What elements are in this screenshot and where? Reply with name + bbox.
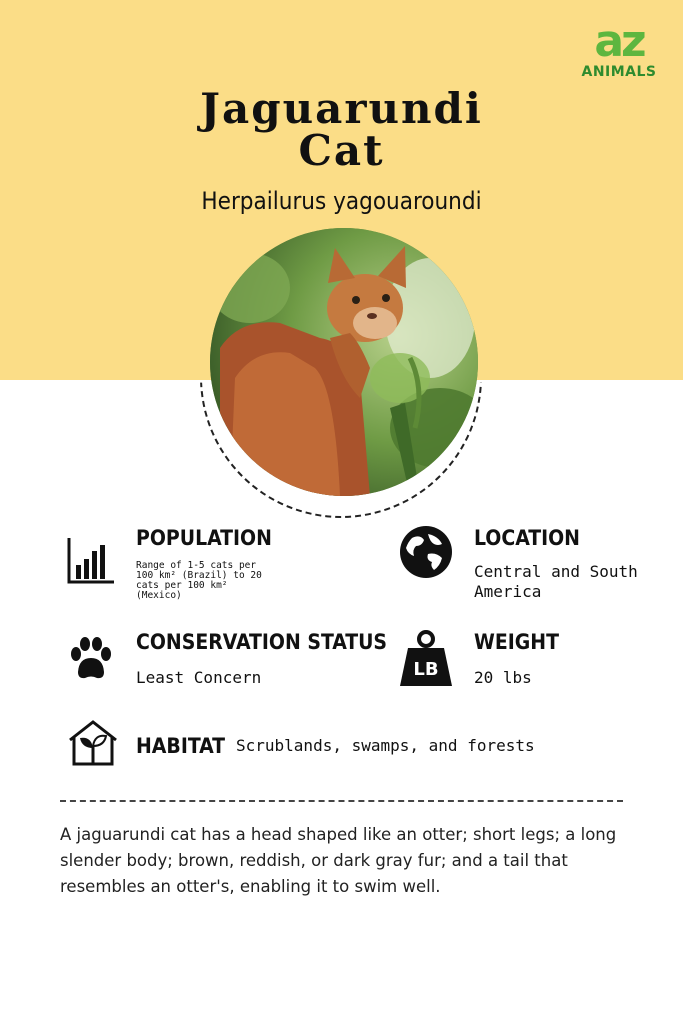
description-text: A jaguarundi cat has a head shaped like an otter; short legs; a long slender body; brown, reddish, or dark gray fur; and a tail that resembles an otter's, enabling it to swim well. <box>60 825 617 896</box>
fact-location <box>398 524 658 604</box>
conservation-status-label: CONSERVATION STATUS <box>136 630 388 654</box>
weight-icon <box>398 630 454 688</box>
paw-icon <box>66 634 116 684</box>
fact-weight <box>398 630 658 690</box>
fact-conservation-status <box>66 630 386 690</box>
logo-mark: az <box>594 16 644 67</box>
weight-label: WEIGHT <box>474 630 559 654</box>
logo-wordmark: ANIMALS <box>581 64 657 80</box>
habitat-label: HABITAT <box>136 734 225 758</box>
title-line-1: Jaguarundi <box>200 84 483 133</box>
fact-population <box>66 526 366 605</box>
scientific-name: Herpailurus yagouaroundi <box>201 187 482 215</box>
weight-icon-text: LB <box>413 659 439 680</box>
section-divider <box>60 800 623 802</box>
az-animals-logo[interactable] <box>576 16 662 86</box>
jaguarundi-photo <box>210 228 478 496</box>
location-label: LOCATION <box>474 526 580 550</box>
weight-value: 20 lbs <box>474 668 532 687</box>
location-value: Central and South America <box>474 562 638 601</box>
page-title <box>90 84 593 175</box>
population-value: Range of 1-5 cats per 100 km² (Brazil) to 20 cats per 100 km² (Mexico) <box>136 560 262 601</box>
house-plant-icon <box>66 718 120 768</box>
globe-icon <box>398 524 454 580</box>
title-line-2: Cat <box>298 126 385 175</box>
population-label: POPULATION <box>136 526 272 550</box>
jaguarundi-illustration <box>210 228 478 496</box>
bar-chart-icon <box>66 535 116 585</box>
fact-habitat <box>66 718 626 770</box>
habitat-value: Scrublands, swamps, and forests <box>236 736 535 755</box>
conservation-status-value: Least Concern <box>136 668 262 687</box>
